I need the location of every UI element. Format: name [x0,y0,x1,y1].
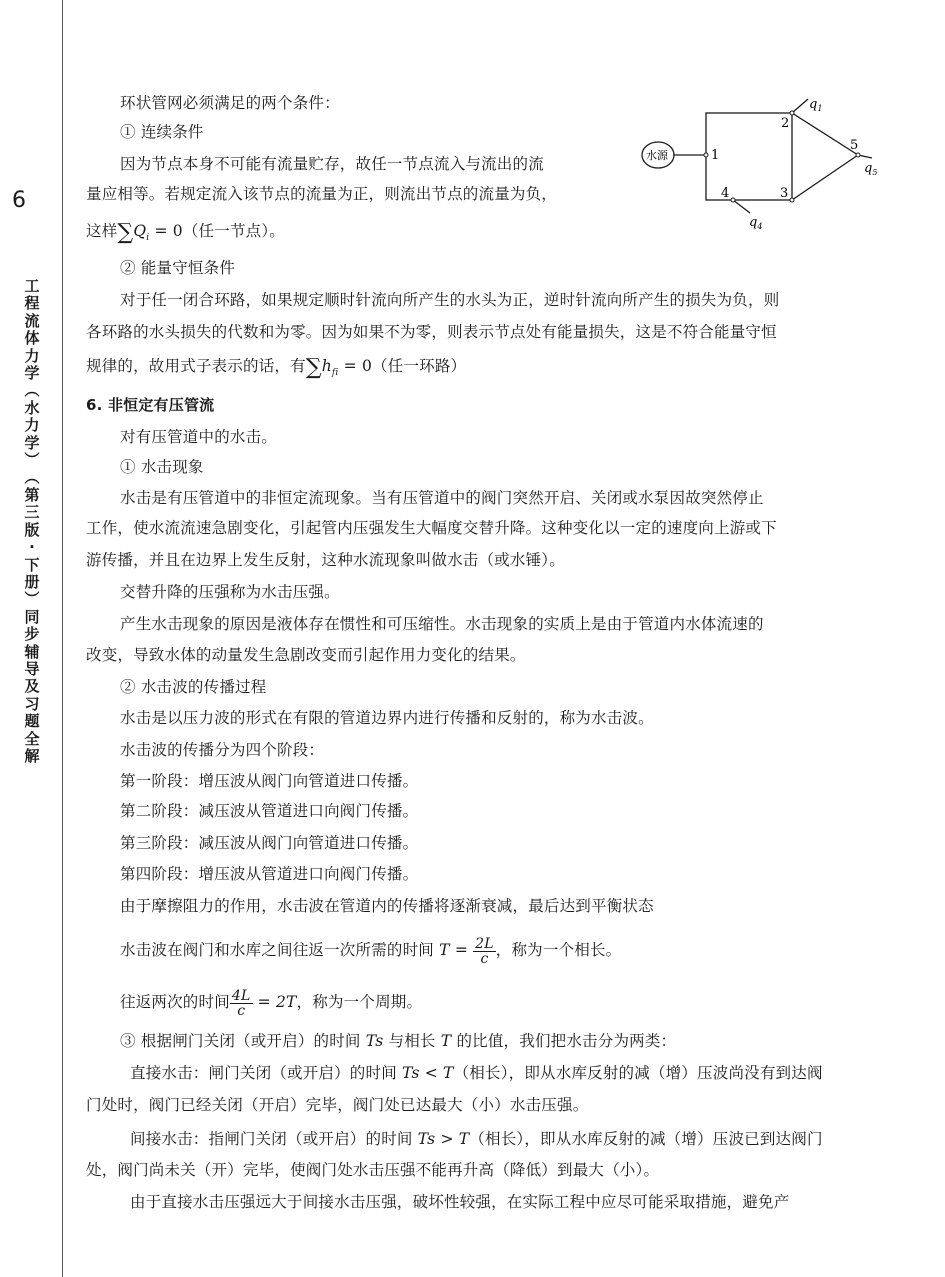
side-title-char: 导 [24,659,40,678]
para-stage-1: 第一阶段：增压波从阀门向管道进口传播。 [120,772,419,790]
node-4-label: 4 [721,186,730,201]
para-direct-1: 直接水击：闸门关闭（或开启）的时间 Ts < T（相长），即从水库反射的减（增）压波尚没有到达阀 [130,1064,823,1082]
side-title-char: 习 [24,694,40,713]
node-1 [704,153,708,157]
side-title-char: 水 [24,398,40,417]
side-title-char: 学 [24,433,40,452]
side-title-char: ︵ [24,468,40,487]
para-phenomenon-heading: ① 水击现象 [120,458,204,476]
side-title-char: ︶ [24,451,40,470]
para-phenomenon-2: 工作，使水流流速急剧变化，引起管内压强发生大幅度交替升降。这种变化以一定的速度向上游或下 [86,519,777,537]
side-title-char: 解 [24,746,40,765]
para-attenuation: 由于摩擦阻力的作用，水击波在管道内的传播将逐渐衰减，最后达到平衡状态 [120,897,654,915]
side-title-char: 学 [24,364,40,383]
para-energy-heading: ② 能量守恒条件 [120,259,236,277]
margin-rule [62,0,63,1277]
para-water-hammer-intro: 对有压管道中的水击。 [120,428,278,446]
node-2-label: 2 [781,116,790,131]
para-phenomenon-1: 水击是有压管道中的非恒定流现象。当有压管道中的阀门突然开启、关闭或水泵因故突然停止 [120,489,764,507]
side-title-char: 力 [24,416,40,435]
side-title-char: 及 [24,677,40,696]
pipe-network-diagram [640,95,885,230]
node-3 [790,198,794,202]
para-stage-2: 第二阶段：减压波从管道进口向阀门传播。 [120,802,419,820]
para-four-stages: 水击波的传播分为四个阶段： [120,741,325,759]
side-title-char: 第 [24,485,40,504]
side-title-char: 下 [24,555,40,574]
side-title-char: 同 [24,607,40,626]
side-title-char: 步 [24,625,40,644]
side-title-char: 程 [24,294,40,313]
flow-q4-label: $q_4$ [749,215,763,230]
source-label: 水源 [646,149,668,162]
side-title-char: 版 [24,520,40,539]
page-number: 6 [12,188,26,213]
side-title-char: 册 [24,572,40,591]
para-cause-2: 改变，导致水体的动量发生急剧改变而引起作用力变化的结果。 [86,646,526,664]
para-indirect-1: 间接水击：指闸门关闭（或开启）的时间 Ts > T（相长），即从水库反射的减（增）压波已到达阀门 [130,1130,823,1148]
para-phenomenon-3: 游传播，并且在边界上发生反射，这种水流现象叫做水击（或水锤）。 [86,551,565,569]
para-wave-def: 水击是以压力波的形式在有限的管道边界内进行传播和反射的，称为水击波。 [120,709,654,727]
fraction-2L-c: $\frac{2L}{c}$ [475,935,494,967]
para-continuity-2: 量应相等。若规定流入该节点的流量为正，则流出节点的流量为负， [86,185,558,203]
para-pressure-def: 交替升降的压强称为水击压强。 [120,583,340,601]
node-1-label: 1 [711,148,720,163]
para-classification: ③ 根据闸门关闭（或开启）的时间 Ts 与相长 T 的比值，我们把水击分为两类： [120,1032,677,1050]
para-continuity-heading: ① 连续条件 [120,123,204,141]
para-propagation-heading: ② 水击波的传播过程 [120,678,267,696]
node-4 [731,198,735,202]
section-heading-6: 6. 非恒定有压管流 [86,396,215,414]
side-title-char: 流 [24,311,40,330]
side-title-char: 力 [24,346,40,365]
para-conclusion: 由于直接水击压强远大于间接水击压强，破坏性较强，在实际工程中应尽可能采取措施，避免产 [130,1193,790,1211]
para-indirect-2: 处，阀门尚未关（开）完毕，使阀门处水击压强不能再升高（降低）到最大（小）。 [86,1161,660,1179]
para-cause-1: 产生水击现象的原因是液体存在惯性和可压缩性。水击现象的实质上是由于管道内水体流速的 [120,615,764,633]
side-title-char: 三 [24,503,40,522]
side-title-char: ︶ [24,590,40,609]
para-phase-time: 水击波在阀门和水库之间往返一次所需的时间 T = $\frac{2L}{c}$ ，称为一个相长。 [120,935,622,967]
para-energy-2: 各环路的水头损失的代数和为零。因为如果不为零，则表示节点处有能量损失，这是不符合能量守恒 [86,323,777,341]
fraction-4L-c: $\frac{4L}{c}$ [231,987,251,1019]
node-5 [856,153,860,157]
side-title-char: 辅 [24,642,40,661]
para-continuity-eq: 这样$\sum Q_i = 0$（任一节点）。 [86,220,285,245]
para-stage-3: 第三阶段：减压波从阀门向管道进口传播。 [120,834,419,852]
side-title-char: 体 [24,329,40,348]
side-title-char: 题 [24,712,40,731]
node-5-label: 5 [850,138,859,153]
para-direct-2: 门处时，阀门已经关闭（开启）完毕，阀门处已达最大（小）水击压强。 [86,1096,589,1114]
side-running-title [22,278,42,765]
side-title-char: 全 [24,729,40,748]
node-2 [790,111,794,115]
side-title-char: ︵ [24,381,40,400]
para-energy-1: 对于任一闭合环路，如果规定顺时针流向所产生的水头为正，逆时针流向所产生的损失为负，则 [120,291,780,309]
para-stage-4: 第四阶段：增压波从管道进口向阀门传播。 [120,865,419,883]
para-period: 往返两次的时间 $\frac{4L}{c}$ = 2T，称为一个周期。 [120,987,423,1019]
side-title-char: · [29,538,35,557]
node-3-label: 3 [780,186,789,201]
para-energy-eq: 规律的，故用式子表示的话，有$\sum h_{fi} = 0$（任一环路） [86,355,467,380]
flow-q5-label: $q_5$ [864,161,878,177]
side-title-char: 工 [24,277,40,295]
flow-q1-label: $q_1$ [809,97,823,113]
para-ring-conditions: 环状管网必须满足的两个条件： [120,94,340,112]
para-continuity-1: 因为节点本身不可能有流量贮存，故任一节点流入与流出的流 [120,155,544,173]
